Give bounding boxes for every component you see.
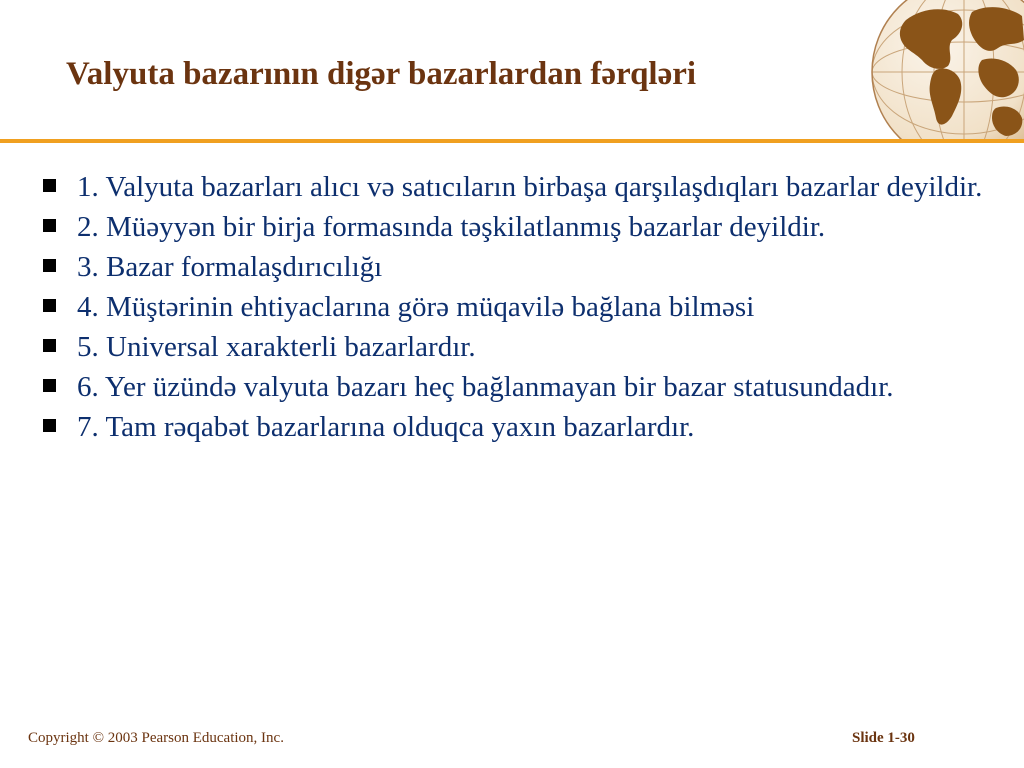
- bullet-list: [40, 170, 990, 450]
- list-item: [40, 370, 990, 404]
- bullet-text: 1. Valyuta bazarları alıcı və satıcıların birbaşa qarşılaşdıqları bazarlar deyildir.: [77, 171, 983, 203]
- list-item: [40, 210, 990, 244]
- list-item: [40, 250, 990, 284]
- bullet-text: 6. Yer üzündə valyuta bazarı heç bağlanmayan bir bazar statusundadır.: [77, 371, 894, 403]
- square-bullet-icon: [43, 339, 56, 352]
- bullet-text: 4. Müştərinin ehtiyaclarına görə müqavilə bağlana bilməsi: [77, 291, 755, 323]
- list-item: [40, 410, 990, 444]
- bullet-text: 2. Müəyyən bir birja formasında təşkilatlanmış bazarlar deyildir.: [77, 211, 826, 243]
- bullet-text: 7. Tam rəqabət bazarlarına olduqca yaxın bazarlardır.: [77, 411, 695, 443]
- square-bullet-icon: [43, 299, 56, 312]
- list-item: [40, 170, 990, 204]
- globe-icon: [866, 0, 1024, 139]
- square-bullet-icon: [43, 259, 56, 272]
- copyright-footer: Copyright © 2003 Pearson Education, Inc.: [28, 730, 284, 746]
- square-bullet-icon: [43, 179, 56, 192]
- square-bullet-icon: [43, 419, 56, 432]
- bullet-text: 3. Bazar formalaşdırıcılığı: [77, 251, 383, 283]
- title-divider: [0, 139, 1024, 143]
- list-item: [40, 290, 990, 324]
- slide-title: Valyuta bazarının digər bazarlardan fərqləri: [66, 56, 697, 92]
- list-item: [40, 330, 990, 364]
- bullet-text: 5. Universal xarakterli bazarlardır.: [77, 331, 476, 363]
- slide-number: Slide 1-30: [852, 730, 915, 746]
- square-bullet-icon: [43, 219, 56, 232]
- square-bullet-icon: [43, 379, 56, 392]
